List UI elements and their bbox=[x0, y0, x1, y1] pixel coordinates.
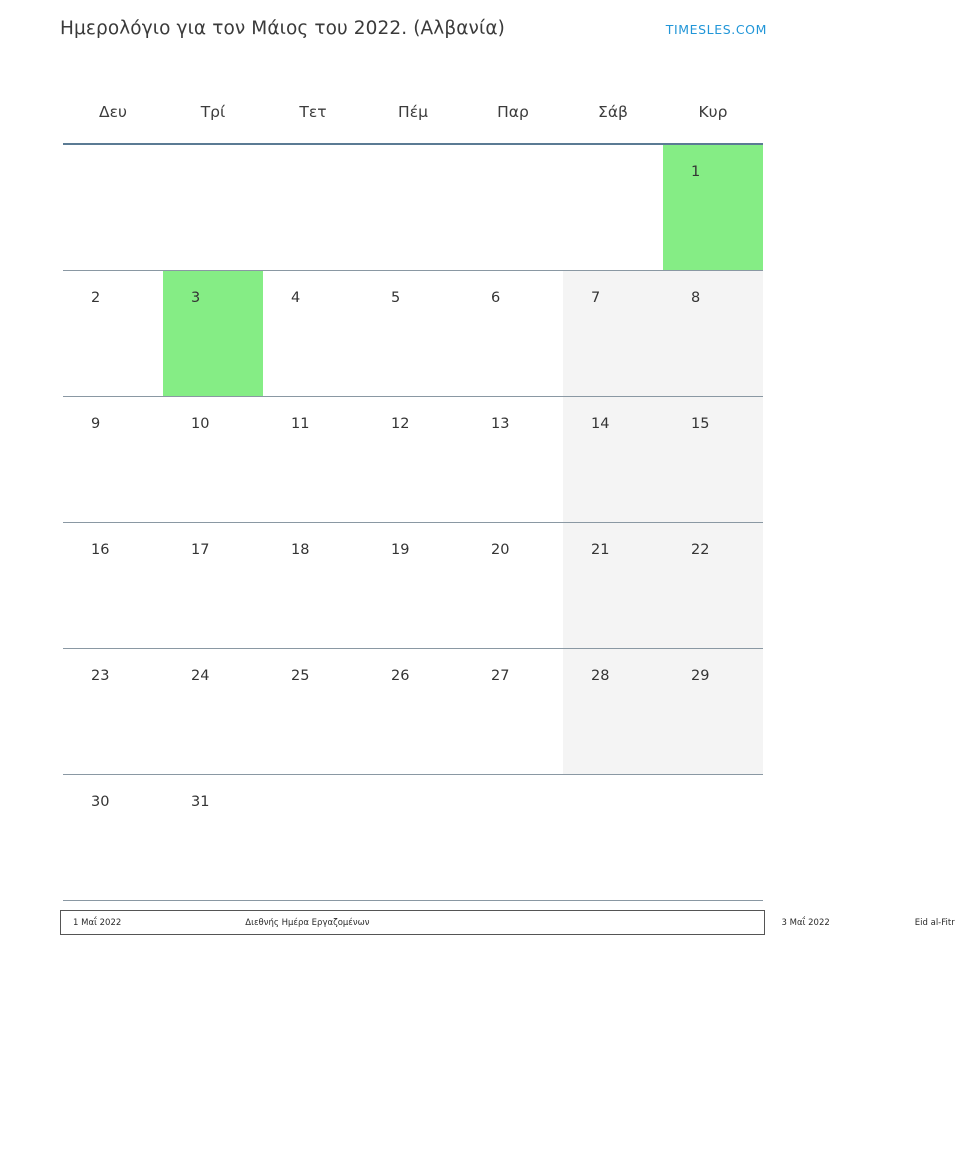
day-number: 5 bbox=[391, 290, 401, 306]
day-cell-weekend bbox=[663, 397, 763, 523]
day-cell bbox=[363, 397, 463, 523]
day-cell-weekend bbox=[663, 649, 763, 775]
brand-link[interactable]: TIMESLES.COM bbox=[665, 22, 767, 37]
day-cell bbox=[663, 775, 763, 901]
calendar-week-row bbox=[63, 775, 763, 901]
day-cell-holiday bbox=[663, 144, 763, 271]
calendar-week-row bbox=[63, 144, 763, 271]
weekday-header-tue: Τρί bbox=[200, 102, 226, 121]
weekday-header-mon: Δευ bbox=[99, 102, 127, 121]
weekday-header-sun: Κυρ bbox=[698, 102, 728, 121]
day-cell bbox=[163, 523, 263, 649]
day-cell bbox=[563, 144, 663, 271]
day-cell bbox=[263, 144, 363, 271]
day-cell bbox=[363, 523, 463, 649]
day-number: 21 bbox=[591, 542, 610, 558]
day-number: 17 bbox=[191, 542, 210, 558]
day-cell bbox=[463, 649, 563, 775]
day-number: 11 bbox=[291, 416, 310, 432]
day-cell-weekend bbox=[563, 649, 663, 775]
calendar-grid bbox=[63, 80, 763, 901]
day-cell bbox=[363, 649, 463, 775]
day-number: 3 bbox=[191, 290, 201, 306]
day-number: 23 bbox=[91, 668, 110, 684]
day-cell bbox=[463, 397, 563, 523]
day-number: 25 bbox=[291, 668, 310, 684]
day-number: 10 bbox=[191, 416, 210, 432]
calendar-week-row bbox=[63, 649, 763, 775]
day-cell-holiday bbox=[163, 271, 263, 397]
day-cell bbox=[363, 144, 463, 271]
day-number: 9 bbox=[91, 416, 101, 432]
day-number: 6 bbox=[491, 290, 501, 306]
day-cell bbox=[63, 397, 163, 523]
day-cell bbox=[63, 271, 163, 397]
day-number: 18 bbox=[291, 542, 310, 558]
calendar-week-row bbox=[63, 271, 763, 397]
day-number: 1 bbox=[691, 164, 701, 180]
day-number: 16 bbox=[91, 542, 110, 558]
legend-date: 1 Μαΐ 2022 bbox=[73, 917, 122, 928]
day-cell bbox=[463, 271, 563, 397]
day-cell bbox=[363, 775, 463, 901]
day-number: 28 bbox=[591, 668, 610, 684]
day-number: 19 bbox=[391, 542, 410, 558]
calendar-week-row bbox=[63, 523, 763, 649]
day-cell bbox=[463, 144, 563, 271]
day-cell bbox=[463, 775, 563, 901]
day-number: 27 bbox=[491, 668, 510, 684]
weekday-header-wed: Τετ bbox=[299, 102, 327, 121]
day-cell bbox=[163, 144, 263, 271]
day-number: 30 bbox=[91, 794, 110, 810]
weekday-header-row bbox=[63, 80, 763, 144]
calendar-table bbox=[63, 80, 763, 901]
day-cell bbox=[463, 523, 563, 649]
day-cell bbox=[63, 775, 163, 901]
day-cell bbox=[163, 649, 263, 775]
day-cell bbox=[263, 775, 363, 901]
day-cell bbox=[263, 397, 363, 523]
day-number: 7 bbox=[591, 290, 601, 306]
day-number: 13 bbox=[491, 416, 510, 432]
day-number: 15 bbox=[691, 416, 710, 432]
day-cell bbox=[263, 649, 363, 775]
day-cell-weekend bbox=[563, 271, 663, 397]
day-number: 29 bbox=[691, 668, 710, 684]
day-cell bbox=[263, 523, 363, 649]
page-header bbox=[60, 18, 767, 39]
day-cell bbox=[263, 271, 363, 397]
calendar-body bbox=[63, 144, 763, 901]
holiday-legend bbox=[60, 910, 955, 935]
day-number: 31 bbox=[191, 794, 210, 810]
legend-date: 3 Μαΐ 2022 bbox=[781, 917, 830, 928]
day-number: 8 bbox=[691, 290, 701, 306]
day-cell bbox=[63, 649, 163, 775]
day-number: 20 bbox=[491, 542, 510, 558]
day-number: 26 bbox=[391, 668, 410, 684]
page-title: Ημερολόγιο για τον Μάιος του 2022. (Αλβανία) bbox=[60, 18, 505, 39]
day-number: 12 bbox=[391, 416, 410, 432]
day-cell-weekend bbox=[563, 397, 663, 523]
calendar-week-row bbox=[63, 397, 763, 523]
day-cell bbox=[63, 523, 163, 649]
weekday-header-fri: Παρ bbox=[497, 102, 529, 121]
weekday-header-thu: Πέμ bbox=[398, 102, 428, 121]
day-number: 24 bbox=[191, 668, 210, 684]
weekday-header-sat: Σάβ bbox=[598, 102, 628, 121]
day-cell-weekend bbox=[563, 523, 663, 649]
legend-holiday-name: Διεθνής Ημέρα Εργαζομένων bbox=[245, 917, 370, 928]
day-number: 4 bbox=[291, 290, 301, 306]
day-number: 2 bbox=[91, 290, 101, 306]
day-cell bbox=[563, 775, 663, 901]
legend-holiday-name: Eid al-Fitr bbox=[914, 917, 955, 928]
calendar-head bbox=[63, 80, 763, 144]
day-cell-weekend bbox=[663, 271, 763, 397]
day-cell bbox=[63, 144, 163, 271]
day-cell bbox=[163, 775, 263, 901]
day-number: 14 bbox=[591, 416, 610, 432]
day-cell bbox=[363, 271, 463, 397]
day-cell-weekend bbox=[663, 523, 763, 649]
day-number: 22 bbox=[691, 542, 710, 558]
day-cell bbox=[163, 397, 263, 523]
